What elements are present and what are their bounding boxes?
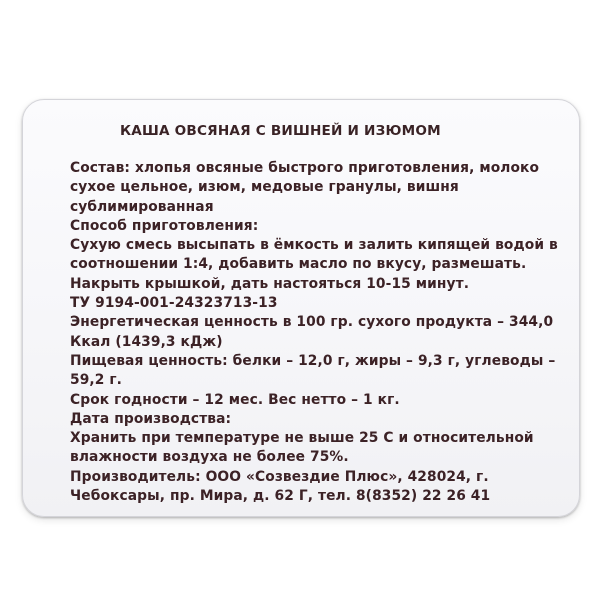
label-text-block — [70, 159, 570, 506]
preparation-line-1: Сухую смесь высыпать в ёмкость и залить кипящей водой в — [70, 237, 558, 254]
product-title: КАША ОВСЯНАЯ С ВИШНЕЙ И ИЗЮМОМ — [120, 123, 441, 139]
composition-line-1: Состав: хлопья овсяные быстрого приготовления, молоко — [70, 160, 540, 176]
preparation-heading: Способ приготовления: — [70, 217, 259, 234]
energy-value-line-1: Энергетическая ценность в 100 гр. сухого продукта – 344,0 — [70, 314, 554, 331]
preparation-line-2: соотношении 1:4, добавить масло по вкусу, размешать. — [70, 256, 527, 273]
production-date: Дата производства: — [70, 410, 232, 427]
composition-line-3: сублимированная — [70, 198, 214, 215]
storage-line-1: Хранить при температуре не выше 25 С и относительной — [70, 430, 534, 447]
manufacturer-line-2: Чебоксары, пр. Мира, д. 62 Г, тел. 8(8352) 22 26 41 — [70, 488, 491, 505]
energy-value-line-2: Ккал (1439,3 кДж) — [70, 333, 223, 350]
nutrition-line-2: 59,2 г. — [70, 372, 122, 389]
manufacturer-line-1: Производитель: ООО «Созвездие Плюс», 428024, г. — [70, 468, 489, 485]
composition-line-2: сухое цельное, изюм, медовые гранулы, вишня — [70, 179, 459, 196]
shelf-life-weight: Срок годности – 12 мес. Вес нетто – 1 кг. — [70, 391, 400, 408]
preparation-line-3: Накрыть крышкой, дать настояться 10-15 минут. — [70, 275, 470, 292]
storage-line-2: влажности воздуха не более 75%. — [70, 449, 349, 466]
standard-code: ТУ 9194-001-24323713-13 — [70, 295, 278, 312]
nutrition-line-1: Пищевая ценность: белки – 12,0 г, жиры – 9,3 г, углеводы – — [70, 352, 556, 369]
